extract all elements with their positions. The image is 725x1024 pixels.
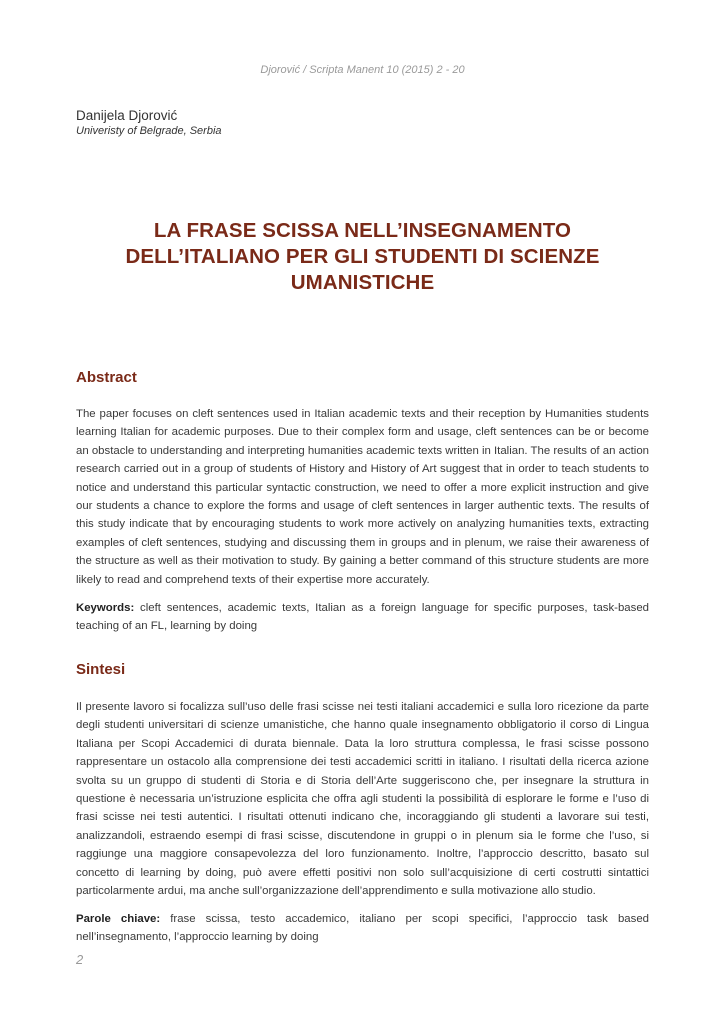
sintesi-heading: Sintesi — [76, 661, 126, 678]
author-affiliation: Univeristy of Belgrade, Serbia — [76, 125, 222, 137]
article-title: LA FRASE SCISSA NELL’INSEGNAMENTO DELL’ITALIANO PER GLI STUDENTI DI SCIENZE UMANISTICHE — [125, 219, 600, 294]
abstract-heading: Abstract — [76, 369, 137, 386]
sintesi-keywords — [76, 910, 649, 947]
abstract-keywords — [76, 599, 649, 636]
author-name: Danijela Djorović — [76, 108, 178, 123]
running-header: Djorović / Scripta Manent 10 (2015) 2 - 20 — [260, 64, 465, 76]
keywords-text: cleft sentences, academic texts, Italian as a foreign language for specific purposes, task-based teaching of an FL, learning by doing — [76, 602, 649, 633]
page-number: 2 — [76, 952, 84, 967]
abstract-body: The paper focuses on cleft sentences used in Italian academic texts and their reception by Humanities students learning Italian for academic purposes. Due to their complex form and usage, cleft sentences can be or become an obstacle to understanding and interpreting humanities academic texts written in Italian. The results of an action research carried out in a group of students of History and History of Art suggest that in order to teach students to notice and understand this particular syntactic construction, we need to offer a more explicit instruction and give our students a chance to explore the forms and usage of cleft sentences in larger authentic texts. The results of this study indicate that by encouraging students to work more actively on analyzing humanities texts, extracting examples of cleft sentences, studying and discussing them in groups and in plenum, we raise their awareness of the structure as well as their motivation to study. By gaining a better command of this structure students are more likely to read and comprehend texts of their expertise more accurately. — [76, 408, 649, 586]
parole-chiave-text: frase scissa, testo accademico, italiano per scopi specifici, l’approccio task based nell’insegnamento, l’approccio learning by doing — [76, 913, 649, 944]
keywords-label: Keywords: — [76, 602, 135, 614]
sintesi-body: Il presente lavoro si focalizza sull’uso delle frasi scisse nei testi italiani accademici e sulla loro ricezione da parte degli studenti universitari di scienze umanistiche, che hanno quale insegnamento obbligatorio il corso di Lingua Italiana per Scopi Accademici di durata biennale. Data la loro struttura complessa, le frasi scisse possono rappresentare un ostacolo alla comprensione dei testi accademici scritti in italiano. I risultati della ricerca azione svolta su un gruppo di studenti di Storia e di Storia dell’Arte suggeriscono che, per insegnare la struttura in questione è necessaria un’istruzione esplicita che offra agli studenti la possibilità di esplorare le forme e l’uso di frasi scisse nei testi autentici. I risultati ottenuti indicano che, incoraggiando gli studenti a lavorare sui testi, analizzandoli, estraendo esempi di frasi scisse, discutendone in gruppi o in plenum sia le forme che l’uso, si raggiunge una maggiore consapevolezza del loro funzionamento. Inoltre, l’approccio descritto, basato sul concetto di learning by doing, può avere effetti positivi non solo sull’acquisizione di certi costrutti sintattici particolarmente ardui, ma anche sull’organizzazione dell’apprendimento e sulla motivazione allo studio. — [76, 701, 649, 898]
author-block — [76, 108, 222, 138]
parole-chiave-label: Parole chiave: — [76, 913, 161, 925]
